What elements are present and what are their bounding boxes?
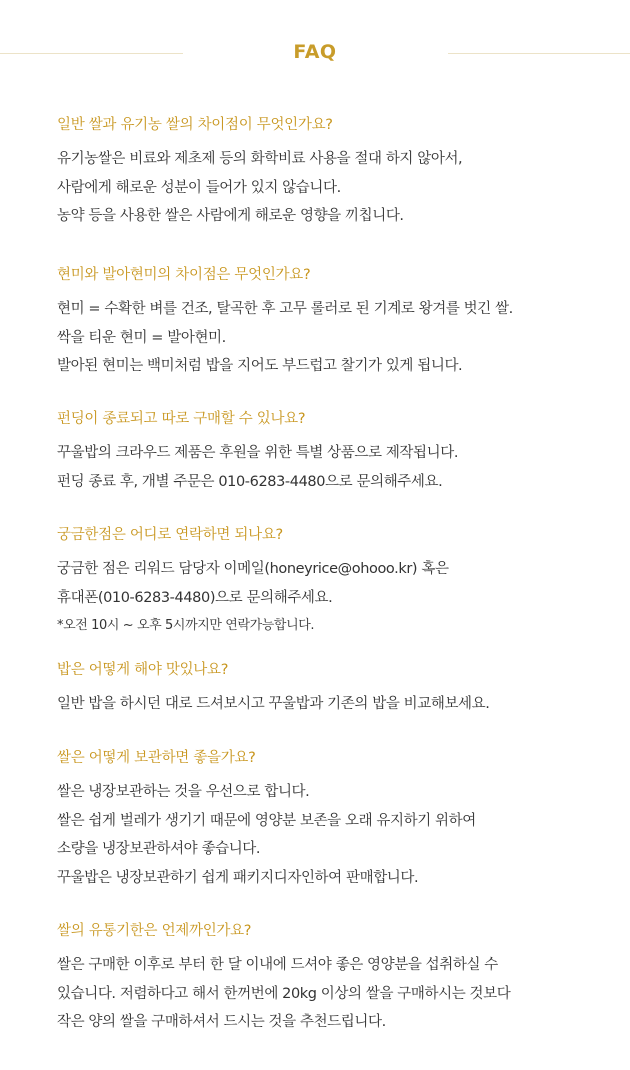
faq-item bbox=[57, 264, 597, 408]
faq-answer bbox=[57, 951, 597, 1037]
faq-header bbox=[0, 41, 630, 71]
contact-hours-note: *오전 10시 ~ 오후 5시까지만 연락가능합니다. bbox=[57, 618, 315, 633]
faq-question: 궁금한점은 어디로 연락하면 되나요? bbox=[57, 527, 283, 543]
faq-answer bbox=[57, 295, 597, 381]
faq-answer bbox=[57, 778, 597, 892]
answer-line: 작은 양의 쌀을 구매하셔서 드시는 것을 추천드립니다. bbox=[57, 1014, 386, 1030]
header-divider-right bbox=[448, 53, 630, 54]
faq-question: 쌀은 어떻게 보관하면 좋을가요? bbox=[57, 750, 256, 766]
faq-question: 펀딩이 종료되고 따로 구매할 수 있나요? bbox=[57, 411, 306, 427]
faq-answer bbox=[57, 690, 597, 719]
answer-line: 발아된 현미는 백미처럼 밥을 지어도 부드럽고 찰기가 있게 됩니다. bbox=[57, 358, 463, 374]
faq-question: 일반 쌀과 유기농 쌀의 차이점이 무엇인가요? bbox=[57, 117, 333, 133]
answer-line: 있습니다. 저렴하다고 해서 한꺼번에 20kg 이상의 쌀을 구매하시는 것보다 bbox=[57, 985, 511, 1002]
answer-line: 펀딩 종료 후, 개별 주문은 010-6283-4480으로 문의해주세요. bbox=[57, 473, 443, 490]
answer-line: 현미 = 수확한 벼를 건조, 탈곡한 후 고무 롤러로 된 기계로 왕겨를 벗긴 쌀. bbox=[57, 301, 513, 317]
faq-item bbox=[57, 524, 597, 659]
answer-line: 유기농쌀은 비료와 제초제 등의 화학비료 사용을 절대 하지 않아서, bbox=[57, 151, 463, 167]
answer-line: 꾸울밥의 크라우드 제품은 후원을 위한 특별 상품으로 제작됩니다. bbox=[57, 445, 459, 461]
faq-item bbox=[57, 408, 597, 524]
faq-question: 밥은 어떻게 해야 맛있나요? bbox=[57, 662, 229, 678]
faq-list bbox=[57, 114, 597, 1037]
faq-answer bbox=[57, 145, 597, 231]
answer-line: 사람에게 해로운 성분이 들어가 있지 않습니다. bbox=[57, 179, 341, 196]
page-title: FAQ bbox=[293, 41, 337, 63]
faq-item bbox=[57, 920, 597, 1037]
faq-answer bbox=[57, 555, 597, 640]
answer-line: 휴대폰(010-6283-4480)으로 문의해주세요. bbox=[57, 589, 333, 606]
answer-line: 일반 밥을 하시던 대로 드셔보시고 꾸울밥과 기존의 밥을 비교해보세요. bbox=[57, 696, 490, 712]
faq-item bbox=[57, 114, 597, 264]
answer-line: 싹을 티운 현미 = 발아현미. bbox=[57, 329, 226, 346]
faq-item bbox=[57, 747, 597, 920]
answer-line: 쌀은 냉장보관하는 것을 우선으로 합니다. bbox=[57, 784, 310, 800]
faq-question: 현미와 발아현미의 차이점은 무엇인가요? bbox=[57, 267, 311, 283]
answer-line: 궁금한 점은 리워드 담당자 이메일(honeyrice@ohooo.kr) 혹은 bbox=[57, 561, 449, 577]
answer-line: 꾸울밥은 냉장보관하기 쉽게 패키지디자인하여 판매합니다. bbox=[57, 869, 419, 886]
answer-line: 쌀은 구매한 이후로 부터 한 달 이내에 드셔야 좋은 영양분을 섭취하실 수 bbox=[57, 957, 498, 973]
faq-answer bbox=[57, 439, 597, 496]
answer-line: 농약 등을 사용한 쌀은 사람에게 해로운 영향을 끼칩니다. bbox=[57, 208, 404, 224]
faq-question: 쌀의 유통기한은 언제까인가요? bbox=[57, 923, 252, 939]
faq-item bbox=[57, 659, 597, 747]
answer-line: 소량을 냉장보관하셔야 좋습니다. bbox=[57, 841, 261, 857]
answer-line: 쌀은 쉽게 벌레가 생기기 때문에 영양분 보존을 오래 유지하기 위하여 bbox=[57, 812, 476, 829]
